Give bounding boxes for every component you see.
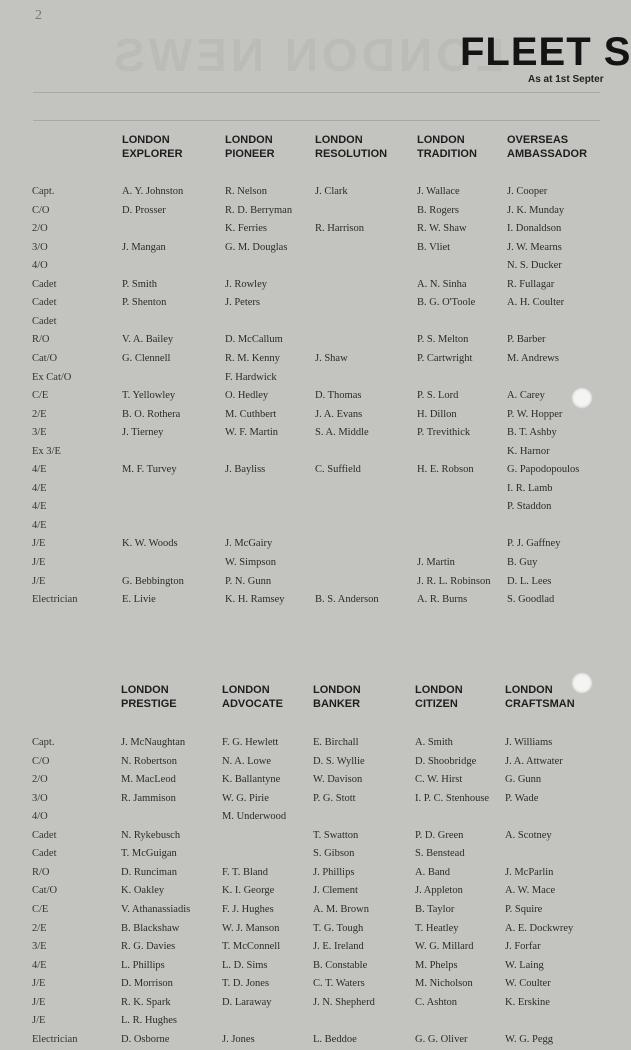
crew-name: J. E. Ireland <box>313 941 364 953</box>
crew-name: R. G. Davies <box>121 941 176 953</box>
crew-name: W. F. Martin <box>225 427 279 439</box>
rank-label: 4/O <box>32 811 48 823</box>
crew-name: P. Staddon <box>507 501 552 513</box>
crew-name: P. G. Stott <box>313 792 356 804</box>
crew-name: B. Vliet <box>417 241 451 253</box>
ship-line2: ADVOCATE <box>222 698 283 710</box>
rank-label: Ex Cat/O <box>32 371 72 383</box>
crew-name: T. G. Tough <box>313 922 364 934</box>
ship-line2: BANKER <box>313 698 361 710</box>
rank-label: 4/E <box>32 519 47 531</box>
rank-label: Electrician <box>32 594 78 606</box>
crew-name: D. Morrison <box>121 978 173 990</box>
crew-name: L. Phillips <box>121 959 165 971</box>
crew-name: P. Squire <box>505 903 543 915</box>
crew-name: H. E. Robson <box>417 464 474 476</box>
crew-name: G. Clennell <box>122 352 171 364</box>
crew-name: D. S. Wyllie <box>313 755 365 767</box>
crew-name: R. D. Berryman <box>225 204 293 216</box>
crew-name: D. Osborne <box>121 1033 170 1045</box>
header-rule-2 <box>33 120 600 121</box>
crew-name: N. Robertson <box>121 755 177 767</box>
crew-name: G. Bebbington <box>122 575 184 587</box>
rank-label: Cadet <box>32 315 57 327</box>
rank-label: 3/E <box>32 427 47 439</box>
ship-line1: LONDON <box>121 684 169 696</box>
rank-label: Electrician <box>32 1033 78 1045</box>
crew-name: J. Bayliss <box>225 464 266 476</box>
crew-name: G. M. Douglas <box>225 241 288 253</box>
rank-label: J/E <box>32 538 46 550</box>
rank-label: 2/O <box>32 223 48 235</box>
rank-label: Cadet <box>32 278 57 290</box>
rank-label: Cat/O <box>32 352 58 364</box>
crew-name: P. N. Gunn <box>225 575 272 587</box>
crew-name: J. Rowley <box>225 278 267 290</box>
rank-label: C/E <box>32 903 49 915</box>
ship-line2: RESOLUTION <box>315 148 388 160</box>
crew-name: S. Benstead <box>415 848 465 860</box>
crew-name: S. Gibson <box>313 848 355 860</box>
crew-name: K. Oakley <box>121 885 165 897</box>
crew-name: R. Jammison <box>121 792 176 804</box>
crew-name: B. G. O'Toole <box>417 297 476 309</box>
crew-name: A. Carey <box>507 390 545 402</box>
crew-name: T. Swatton <box>313 829 359 841</box>
crew-name: J. A. Evans <box>315 408 363 420</box>
crew-name: C. T. Waters <box>313 978 365 990</box>
crew-name: P. W. Hopper <box>507 408 563 420</box>
crew-name: R. Harrison <box>315 223 364 235</box>
crew-name: J. Clement <box>313 885 358 897</box>
crew-name: A. E. Dockwrey <box>505 922 574 934</box>
crew-name: P. Smith <box>122 278 158 290</box>
crew-name: N. S. Ducker <box>507 260 562 272</box>
crew-name: J. Tierney <box>122 427 164 439</box>
crew-name: M. Andrews <box>507 352 559 364</box>
crew-name: D. Runciman <box>121 866 177 878</box>
ghost-masthead: LONDON NEWS <box>110 29 505 81</box>
crew-name: A. R. Burns <box>417 594 468 606</box>
crew-name: T. McConnell <box>222 941 281 953</box>
crew-name: V. A. Bailey <box>122 334 174 346</box>
crew-name: D. Laraway <box>222 996 272 1008</box>
crew-name: G. Gunn <box>505 774 542 786</box>
crew-name: P. Cartwright <box>417 352 473 364</box>
rank-label: Cadet <box>32 297 57 309</box>
crew-name: J. Mangan <box>122 241 166 253</box>
page-subtitle: As at 1st Septer <box>528 74 604 85</box>
crew-name: A. W. Mace <box>505 885 556 897</box>
crew-name: O. Hedley <box>225 390 269 402</box>
crew-name: P. S. Melton <box>417 334 469 346</box>
ship-line1: LONDON <box>225 134 273 146</box>
crew-name: I. R. Lamb <box>507 482 553 494</box>
crew-name: A. M. Brown <box>313 903 370 915</box>
crew-name: F. G. Hewlett <box>222 737 279 748</box>
ship-line1: LONDON <box>222 684 270 696</box>
crew-name: B. O. Rothera <box>122 408 181 420</box>
crew-name: S. Goodlad <box>507 594 555 606</box>
rank-label: 4/E <box>32 501 47 513</box>
crew-name: J. Martin <box>417 557 455 568</box>
crew-name: C. Suffield <box>315 464 361 476</box>
ship-line1: LONDON <box>415 684 463 696</box>
rank-label: Capt. <box>32 737 55 748</box>
crew-name: J. McNaughtan <box>121 737 186 748</box>
crew-name: L. D. Sims <box>222 959 268 971</box>
crew-name: J. Forfar <box>505 941 541 953</box>
crew-name: A. N. Sinha <box>417 278 467 290</box>
crew-name: I. P. C. Stenhouse <box>415 792 490 804</box>
ship-line2: TRADITION <box>417 148 477 160</box>
rank-label: J/E <box>32 557 46 568</box>
crew-name: J. Williams <box>505 737 553 748</box>
ship-header <box>222 683 283 711</box>
crew-name: K. I. George <box>222 885 275 897</box>
ship-header <box>315 133 387 161</box>
crew-name: J. Appleton <box>415 885 463 897</box>
crew-name: J. W. Mearns <box>507 241 562 253</box>
crew-name: W. Coulter <box>505 978 551 990</box>
rank-label: 3/E <box>32 941 47 953</box>
crew-name: J. Shaw <box>315 352 348 364</box>
crew-name: L. Beddoe <box>313 1033 357 1045</box>
crew-name: J. N. Shepherd <box>313 996 375 1008</box>
rank-label: J/E <box>32 978 46 990</box>
punch-hole-top <box>571 387 593 409</box>
crew-name: J. Cooper <box>507 186 548 197</box>
crew-name: T. D. Jones <box>222 978 270 990</box>
crew-name: J. Jones <box>222 1033 255 1045</box>
ship-header <box>417 133 477 161</box>
rank-label: 2/E <box>32 922 47 934</box>
crew-name: P. J. Gaffney <box>507 538 561 550</box>
ship-line2: CRAFTSMAN <box>505 698 575 710</box>
rank-label: Cadet <box>32 848 57 860</box>
ship-header <box>313 683 361 711</box>
ship-header <box>507 133 587 161</box>
crew-name: T. Yellowley <box>122 390 176 402</box>
crew-name: T. McGuigan <box>121 848 177 860</box>
rank-label: C/O <box>32 755 50 767</box>
rank-label: 2/E <box>32 408 47 420</box>
crew-name: W. J. Manson <box>222 922 280 934</box>
ship-line2: PIONEER <box>225 148 275 160</box>
rank-label: 4/O <box>32 260 48 272</box>
crew-name: B. Taylor <box>415 903 455 915</box>
ship-line2: EXPLORER <box>122 148 183 160</box>
crew-name: A. Y. Johnston <box>122 186 184 197</box>
crew-name: K. H. Ramsey <box>225 594 285 606</box>
crew-name: P. Wade <box>505 792 539 804</box>
crew-name: I. Donaldson <box>507 223 562 235</box>
crew-name: D. McCallum <box>225 334 283 346</box>
rank-label: 3/O <box>32 241 48 253</box>
crew-name: B. Blackshaw <box>121 922 180 934</box>
rank-label: Cadet <box>32 829 57 841</box>
crew-name: R. W. Shaw <box>417 223 467 235</box>
crew-name: D. Shoobridge <box>415 755 477 767</box>
crew-name: F. J. Hughes <box>222 903 274 915</box>
crew-name: J. McParlin <box>505 866 554 878</box>
crew-name: P. Trevithick <box>417 427 471 439</box>
rank-label: 4/E <box>32 464 47 476</box>
rank-label: C/O <box>32 204 50 216</box>
crew-name: D. Thomas <box>315 390 362 402</box>
rank-label: Ex 3/E <box>32 445 61 457</box>
rank-label: Capt. <box>32 186 55 197</box>
ship-line1: LONDON <box>313 684 361 696</box>
crew-name: K. Ferries <box>225 223 267 235</box>
crew-name: M. MacLeod <box>121 774 176 786</box>
crew-name: J. Wallace <box>417 186 460 197</box>
crew-name: M. Cuthbert <box>225 408 277 420</box>
rank-label: J/E <box>32 996 46 1008</box>
crew-name: C. W. Hirst <box>415 774 463 786</box>
crew-name: J. Phillips <box>313 866 355 878</box>
crew-name: J. K. Munday <box>507 204 565 216</box>
crew-name: K. W. Woods <box>122 538 178 550</box>
header-rule <box>33 92 600 93</box>
crew-name: F. T. Bland <box>222 866 269 878</box>
crew-name: R. M. Kenny <box>225 352 280 364</box>
crew-name: A. Scotney <box>505 829 552 841</box>
ship-header <box>505 683 575 711</box>
rank-label: 2/O <box>32 774 48 786</box>
crew-name: E. Birchall <box>313 737 359 748</box>
ship-line1: LONDON <box>122 134 170 146</box>
crew-name: J. McGairy <box>225 538 273 550</box>
crew-name: K. Erskine <box>505 996 550 1008</box>
crew-name: G. Papodopoulos <box>507 464 580 476</box>
ship-header <box>415 683 463 711</box>
rank-label: R/O <box>32 334 50 346</box>
rank-label: 4/E <box>32 959 47 971</box>
crew-name: D. L. Lees <box>507 575 552 587</box>
crew-name: C. Ashton <box>415 996 458 1008</box>
ship-header <box>225 133 275 161</box>
crew-name: P. Shenton <box>122 297 167 309</box>
crew-name: W. Simpson <box>225 557 276 568</box>
crew-name: R. K. Spark <box>121 996 171 1008</box>
crew-name: E. Livie <box>122 594 156 606</box>
crew-name: W. G. Pegg <box>505 1033 554 1045</box>
crew-name: G. G. Oliver <box>415 1033 468 1045</box>
rank-label: R/O <box>32 866 50 878</box>
crew-name: A. H. Coulter <box>507 297 565 309</box>
crew-name: W. G. Pirie <box>222 792 269 804</box>
crew-name: P. Barber <box>507 334 546 346</box>
crew-name: A. Band <box>415 866 450 878</box>
ship-line1: LONDON <box>505 684 553 696</box>
crew-name: N. Rykebusch <box>121 829 181 841</box>
ship-header <box>122 133 183 161</box>
crew-name: P. D. Green <box>415 829 464 841</box>
ship-line2: CITIZEN <box>415 698 458 710</box>
crew-name: W. Laing <box>505 959 544 971</box>
crew-name: M. Nicholson <box>415 978 473 990</box>
crew-name: B. S. Anderson <box>315 594 379 606</box>
crew-name: M. F. Turvey <box>122 464 177 476</box>
crew-name: W. Davison <box>313 774 363 786</box>
crew-name: V. Athanassiadis <box>121 903 191 915</box>
crew-name: R. Nelson <box>225 186 267 197</box>
ship-line1: OVERSEAS <box>507 134 569 146</box>
crew-name: F. Hardwick <box>225 371 277 383</box>
crew-name: S. A. Middle <box>315 427 369 439</box>
crew-name: W. G. Millard <box>415 941 474 953</box>
crew-name: J. A. Attwater <box>505 755 563 767</box>
rank-label: 3/O <box>32 792 48 804</box>
crew-name: J. Peters <box>225 297 260 309</box>
ship-header <box>121 683 177 711</box>
crew-name: L. R. Hughes <box>121 1015 177 1027</box>
crew-name: J. Clark <box>315 186 348 197</box>
ship-line1: LONDON <box>417 134 465 146</box>
crew-name: K. Ballantyne <box>222 774 281 786</box>
rank-label: J/E <box>32 1015 46 1027</box>
crew-name: T. Heatley <box>415 922 459 934</box>
crew-name: H. Dillon <box>417 408 457 420</box>
crew-name: P. S. Lord <box>417 390 459 402</box>
rank-label: Cat/O <box>32 885 58 897</box>
rank-label: C/E <box>32 390 49 402</box>
crew-name: K. Harnor <box>507 445 550 457</box>
page-title: FLEET S <box>460 30 631 74</box>
crew-name: R. Fullagar <box>507 278 555 290</box>
page-mark: 2 <box>35 8 42 23</box>
rank-label: J/E <box>32 575 46 587</box>
crew-name: J. R. L. Robinson <box>417 575 491 587</box>
crew-name: D. Prosser <box>122 204 166 216</box>
ship-line2: PRESTIGE <box>121 698 177 710</box>
crew-name: B. T. Ashby <box>507 427 557 439</box>
crew-name: M. Phelps <box>415 959 458 971</box>
ship-line1: LONDON <box>315 134 363 146</box>
crew-name: A. Smith <box>415 737 453 748</box>
crew-name: B. Constable <box>313 959 368 971</box>
ship-line2: AMBASSADOR <box>507 148 588 160</box>
rank-label: 4/E <box>32 482 47 494</box>
crew-name: N. A. Lowe <box>222 755 271 767</box>
crew-name: B. Guy <box>507 557 538 568</box>
crew-name: B. Rogers <box>417 204 459 216</box>
crew-name: M. Underwood <box>222 811 287 823</box>
